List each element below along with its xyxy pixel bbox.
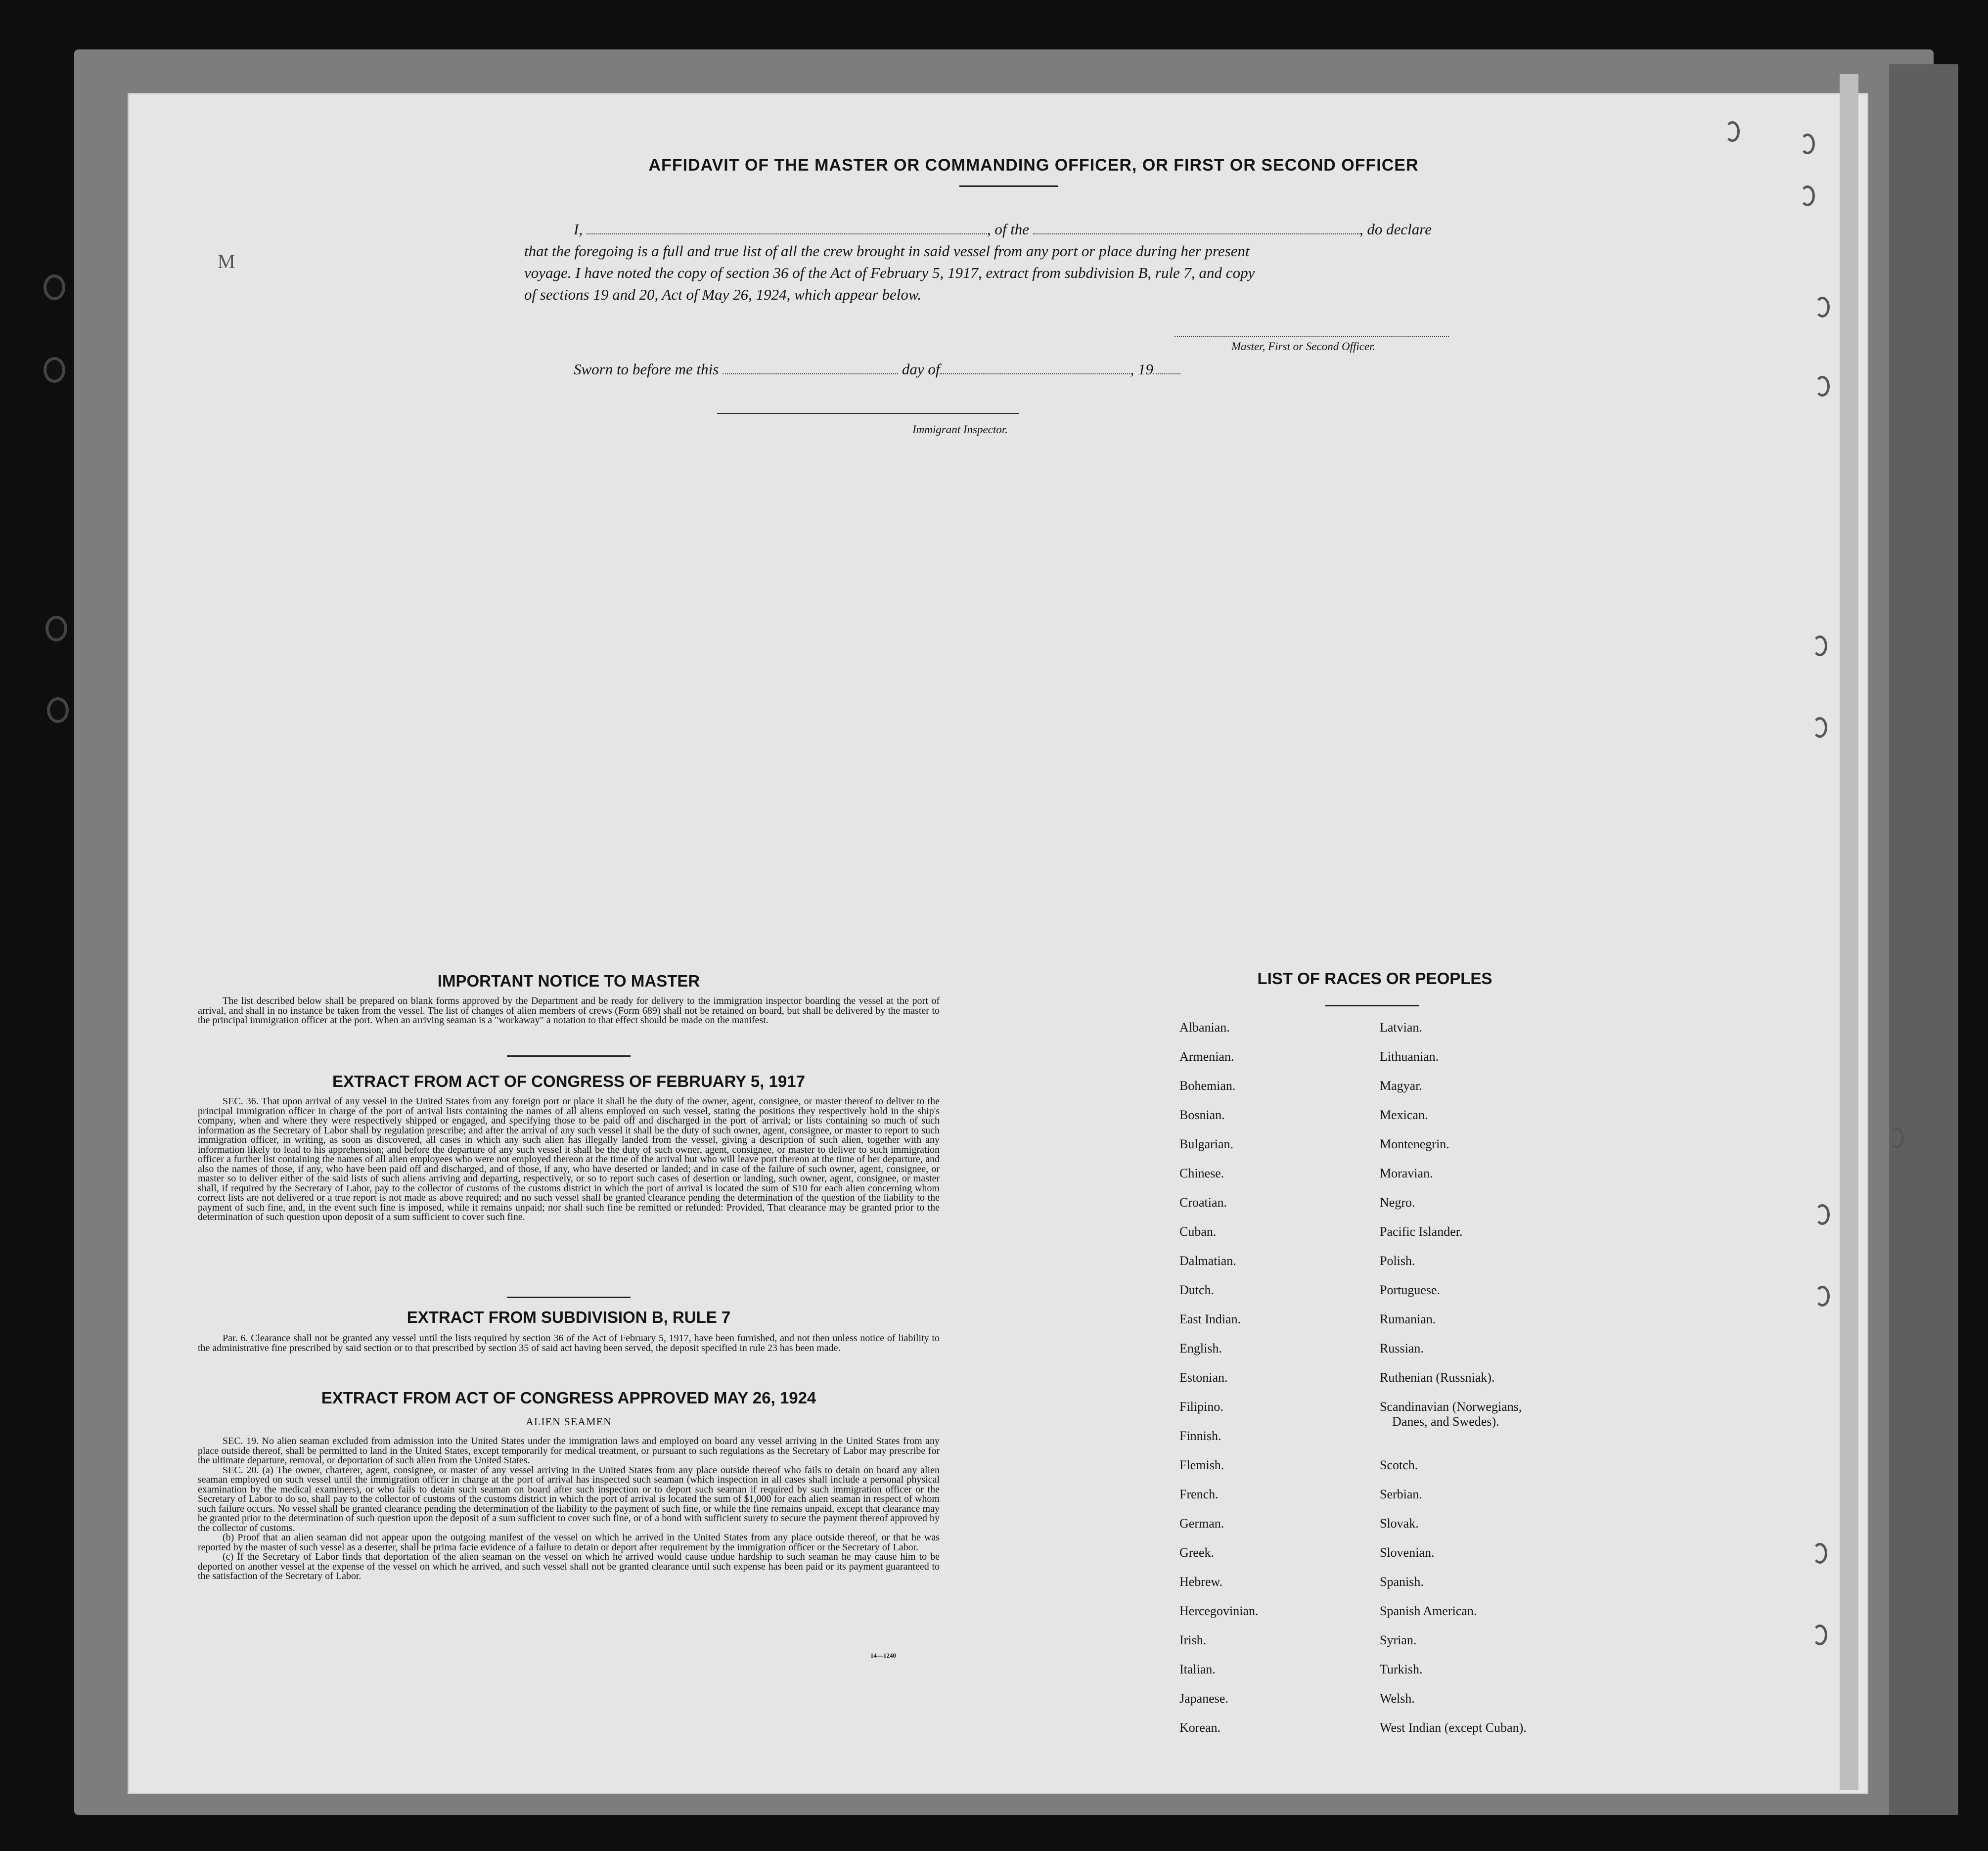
title-rule	[959, 185, 1058, 187]
punch-hole	[1800, 185, 1815, 206]
affidavit-line3: voyage. I have noted the copy of section 36 of the Act of February 5, 1917, extract from subdivision B, rule 7, and copy	[524, 264, 1255, 281]
sworn-text: Sworn to before me this	[574, 361, 719, 378]
punch-hole	[44, 274, 65, 300]
punch-hole	[1725, 121, 1740, 142]
section-rule	[507, 1297, 631, 1298]
extract-1917-body: SEC. 36. That upon arrival of any vessel in the United States from any foreign port or place it shall be the duty of the owner, agent, consignee, or master thereof to deliver to the principal immigration officer in charge of the port of arrival lists containing the names of all aliens employed on such vessel, stating the positions they respectively hold in the ship's company, when and where they were respectively shipped or engaged, and specifying those to be paid off and discharged in the port of arrival; or lists containing so much of such information as the Secretary of Labor shall by regulation prescribe; and after the arrival of any such vessel it shall be the duty of such owner, agent, consignee, or master to report to such immigration officer, in writing, as soon as discovered, all cases in which any such alien has illegally landed from the vessel, giving a description of such alien, together with any information likely to lead to his apprehension; and before the departure of any such vessel it shall be the duty of such owner, agent, consignee, or master to deliver to such immigration officer a further list containing the names of all alien employees who were not employed thereon at the time of the arrival but who will leave port thereon at the time of her departure, and also the names of those, if any, who have been paid off and discharged, and of those, if any, who have deserted or landed; and in case of the failure of such owner, agent, consignee, or master so to deliver either of the said lists of such aliens arriving and departing, respectively, or so to report such cases of desertion or landing, such owner, agent, consignee, or master shall, if required by the Secretary of Labor, pay to the collector of customs of the customs district in which the port of arrival is located the sum of $10 for each alien concerning whom correct lists are not delivered or a true report is not made as above required; and no such vessel shall be granted clearance pending the determination of the question of the liability to the payment of such fine, and, in the event such fine is imposed, while it remains unpaid; nor shall such fine be remitted or refunded: Provided, That clearance may be granted prior to the determination of such question upon deposit of a sum sufficient to cover such fine.	[198, 1096, 940, 1222]
race-item: English.	[1179, 1341, 1222, 1355]
extract-1924-body	[198, 1437, 940, 1581]
race-item: Dutch.	[1179, 1283, 1215, 1297]
races-right-column	[1380, 1020, 1657, 1750]
master-signature-line[interactable]	[1175, 336, 1449, 337]
affidavit-line1	[524, 219, 1493, 240]
extract-rule7-title: EXTRACT FROM SUBDIVISION B, RULE 7	[407, 1308, 731, 1326]
affidavit-title: AFFIDAVIT OF THE MASTER OR COMMANDING OFFICER, OR FIRST OR SECOND OFFICER	[648, 156, 1419, 175]
punch-hole	[1815, 1204, 1830, 1225]
race-item-continuation: Danes, and Swedes).	[1392, 1414, 1499, 1429]
punch-hole	[1800, 134, 1815, 154]
race-item: Armenian.	[1179, 1049, 1234, 1064]
race-item: West Indian (except Cuban).	[1380, 1720, 1527, 1735]
race-item: Japanese.	[1179, 1691, 1228, 1706]
affidavit-i: I,	[574, 221, 583, 238]
race-item: Welsh.	[1380, 1691, 1415, 1706]
sec20c-text: (c) If the Secretary of Labor finds that deportation of the alien seaman on the vessel on which he arrived would cause undue hardship to such seaman he may cause him to be deported on another vessel at the expense of the vessel on which he arrived, and such vessel shall not be granted clearance until such expense has been paid or its payment guaranteed to the satisfaction of the Secretary of Labor.	[198, 1551, 940, 1581]
sworn-line	[574, 359, 1180, 380]
race-item: Syrian.	[1380, 1633, 1417, 1647]
race-item: Hercegovinian.	[1179, 1604, 1259, 1618]
race-item: Scandinavian (Norwegians,	[1380, 1400, 1522, 1414]
race-item: Spanish American.	[1380, 1604, 1477, 1618]
sworn-day-field[interactable]	[723, 361, 898, 374]
affidavit-body	[524, 219, 1493, 306]
race-item: Latvian.	[1380, 1020, 1422, 1035]
page-fold	[1840, 74, 1858, 1790]
races-rule	[1325, 1005, 1419, 1006]
race-item: Moravian.	[1380, 1166, 1433, 1180]
race-item: Finnish.	[1179, 1429, 1221, 1443]
master-signature-label: Master, First or Second Officer.	[1231, 340, 1376, 353]
race-item: Magyar.	[1380, 1079, 1422, 1093]
race-item: Croatian.	[1179, 1195, 1227, 1210]
affidavit-do-declare: , do declare	[1359, 221, 1432, 238]
race-item: Hebrew.	[1179, 1575, 1223, 1589]
punch-hole	[1812, 1543, 1827, 1564]
race-item: Slovak.	[1380, 1516, 1419, 1531]
officer-name-field[interactable]	[587, 221, 987, 234]
race-item: Chinese.	[1179, 1166, 1224, 1180]
sworn-month-field[interactable]	[940, 361, 1130, 374]
affidavit-line4: of sections 19 and 20, Act of May 26, 1924, which appear below.	[524, 286, 922, 303]
race-item: Italian.	[1179, 1662, 1216, 1676]
sworn-year-field[interactable]	[1153, 361, 1180, 374]
punch-hole	[45, 616, 67, 641]
race-item: Dalmatian.	[1179, 1254, 1236, 1268]
sworn-day-of: day of	[902, 361, 940, 378]
race-item: Irish.	[1179, 1633, 1207, 1647]
sec20a-text: SEC. 20. (a) The owner, charterer, agent, consignee, or master of any vessel arriving in the United States from any place outside thereof who fails to detain on board any alien seaman employed on such vessel until the immigration officer in charge at the port of arrival has inspected such seaman (which inspection in all cases shall include a personal physical examination by the medical examiners), or who fails to detain such seaman on board after such inspection or to deport such seaman if required by such immigration officer or the Secretary of Labor to do so, shall pay to the collector of customs of the customs district in which the port of arrival is located the sum of $1,000 for each alien seaman in respect of whom such failure occurs. No vessel shall be granted clearance pending the determination of the liability to the payment of such fine, or while the fine remains unpaid, except that clearance may be granted prior to the determination of such question upon the deposit of a sum sufficient to cover such fine, or of a bond with sufficient surety to secure the payment thereof approved by the collector of customs.	[198, 1464, 940, 1534]
punch-hole	[1815, 297, 1830, 317]
race-item: Bulgarian.	[1179, 1137, 1234, 1151]
race-item: Estonian.	[1179, 1370, 1228, 1385]
race-item: Turkish.	[1380, 1662, 1423, 1676]
race-item: Filipino.	[1179, 1400, 1223, 1414]
punch-hole	[1812, 717, 1827, 738]
race-item: Mexican.	[1380, 1108, 1428, 1122]
race-item: Montenegrin.	[1380, 1137, 1449, 1151]
race-item: Greek.	[1179, 1545, 1215, 1560]
race-item: Negro.	[1380, 1195, 1415, 1210]
extract-rule7-body: Par. 6. Clearance shall not be granted any vessel until the lists required by section 36 of the Act of February 5, 1917, have been furnished, and not then unless notice of liability to the administrative fine prescribed by said section or to that prescribed by section 35 of said act having been served, the deposit specified in rule 23 has been made.	[198, 1333, 940, 1354]
underlying-page-edge	[1889, 64, 1958, 1815]
race-item: Slovenian.	[1380, 1545, 1435, 1560]
inspector-signature-line[interactable]	[717, 413, 1019, 414]
race-item: Cuban.	[1179, 1224, 1217, 1239]
extract-1924-subtitle: ALIEN SEAMEN	[526, 1415, 612, 1428]
race-item-scandinavian	[1380, 1400, 1657, 1458]
extract-1924-title: EXTRACT FROM ACT OF CONGRESS APPROVED MAY 26, 1924	[321, 1389, 816, 1407]
race-item: German.	[1179, 1516, 1224, 1531]
sworn-year-prefix: , 19	[1130, 361, 1153, 378]
race-item: Korean.	[1179, 1720, 1221, 1735]
race-item: Albanian.	[1179, 1020, 1230, 1035]
race-item: Russian.	[1380, 1341, 1424, 1355]
races-title: LIST OF RACES OR PEOPLES	[1257, 969, 1492, 988]
punch-hole	[44, 357, 65, 383]
race-item: Lithuanian.	[1380, 1049, 1439, 1064]
notice-body: The list described below shall be prepared on blank forms approved by the Department and be ready for delivery to the immigration inspector boarding the vessel at the port of arrival, and shall in no instance be taken from the vessel. The list of changes of alien members of crews (Form 689) shall not be retained on board, but shall be delivered by the master to the principal immigration officer at the port. When an arriving seaman is a "workaway" a notation to that effect should be made on the manifest.	[198, 995, 940, 1026]
inspector-label: Immigrant Inspector.	[912, 423, 1008, 436]
affidavit-of-the: , of the	[987, 221, 1030, 238]
section-rule	[507, 1055, 631, 1057]
sec20b-text: (b) Proof that an alien seaman did not appear upon the outgoing manifest of the vessel on which he arrived in the United States from any place outside thereof, or that he was reported by the master of such vessel as a deserter, shall be prima facie evidence of a failure to detain or deport after requirement by the immigration officer or the Secretary of Labor.	[198, 1532, 940, 1553]
race-item: Pacific Islander.	[1380, 1224, 1463, 1239]
race-item: Flemish.	[1179, 1458, 1224, 1472]
punch-hole	[1812, 1625, 1827, 1645]
race-item: Scotch.	[1380, 1458, 1418, 1472]
affidavit-line2: that the foregoing is a full and true list of all the crew brought in said vessel from any port or place during her present	[524, 242, 1250, 260]
race-item: Polish.	[1380, 1254, 1415, 1268]
race-item: Portuguese.	[1380, 1283, 1441, 1297]
race-item: Ruthenian (Russniak).	[1380, 1370, 1495, 1385]
form-number: 14—1240	[870, 1652, 896, 1659]
race-item: French.	[1179, 1487, 1219, 1501]
punch-hole	[1812, 635, 1827, 656]
punch-hole	[1815, 1286, 1830, 1307]
margin-mark: M	[218, 250, 235, 272]
race-item: Serbian.	[1380, 1487, 1422, 1501]
punch-hole	[1889, 1128, 1904, 1148]
extract-1917-title: EXTRACT FROM ACT OF CONGRESS OF FEBRUARY 5, 1917	[332, 1072, 805, 1090]
punch-hole	[1815, 376, 1830, 397]
notice-title: IMPORTANT NOTICE TO MASTER	[437, 972, 700, 990]
vessel-name-field[interactable]	[1033, 221, 1359, 234]
race-item: Bohemian.	[1179, 1079, 1236, 1093]
race-item: Spanish.	[1380, 1575, 1424, 1589]
race-item: Rumanian.	[1380, 1312, 1436, 1326]
race-item: Bosnian.	[1179, 1108, 1225, 1122]
punch-hole	[47, 697, 69, 723]
races-left-column	[1179, 1020, 1367, 1750]
race-item: East Indian.	[1179, 1312, 1241, 1326]
sec19-text: SEC. 19. No alien seaman excluded from admission into the United States under the immigration laws and employed on board any vessel arriving in the United States from any place outside thereof, shall be permitted to land in the United States, except temporarily for medical treatment, or pursuant to such regulations as the Secretary of Labor may prescribe for the ultimate departure, removal, or deportation of such alien from the United States.	[198, 1436, 940, 1466]
